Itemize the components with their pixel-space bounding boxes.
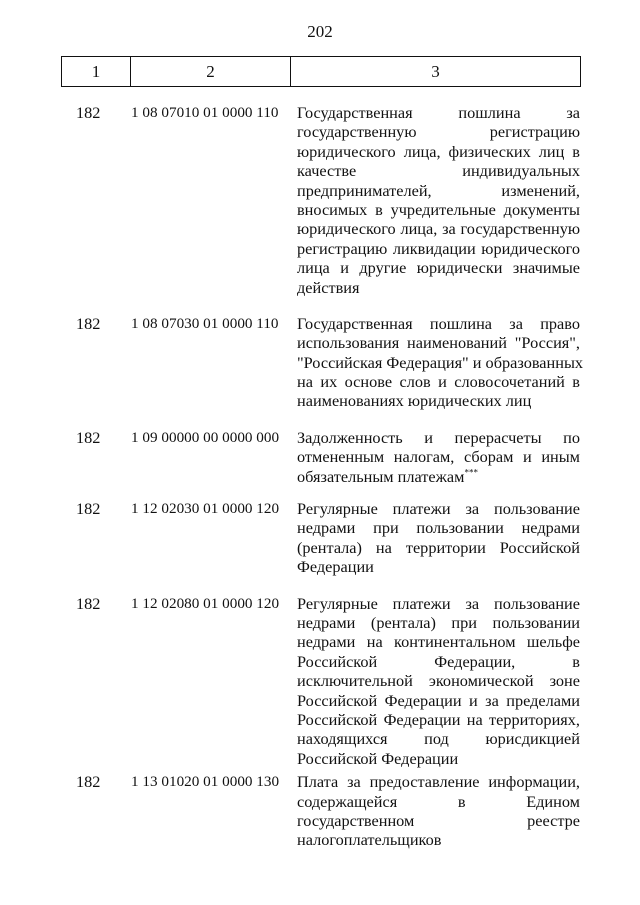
budget-code: 1 08 07010 01 0000 110 (131, 104, 279, 121)
description-line: юридического лица, за государственную (297, 219, 580, 239)
description-line: Государственная пошлина за (297, 103, 580, 122)
description-line: наименованиях юридических лиц (297, 391, 532, 411)
table-row (0, 772, 640, 850)
column-header-1: 1 (62, 57, 131, 86)
table-row (0, 103, 640, 297)
description-line: Плата за предоставление информации, (297, 772, 580, 792)
income-description (297, 103, 580, 297)
table-row (0, 314, 640, 411)
description-line: исключительной экономической зоне (297, 671, 580, 691)
column-header-2: 2 (131, 57, 291, 86)
description-line: недрами на континентальном шельфе (297, 632, 580, 652)
income-description (297, 428, 580, 486)
income-description (297, 594, 580, 769)
budget-code: 1 12 02080 01 0000 120 (131, 594, 280, 612)
description-line: находящихся под юрисдикцией (297, 729, 580, 749)
description-line: содержащейся в Едином (297, 791, 580, 811)
admin-code: 182 (76, 772, 101, 792)
budget-code: 1 13 01020 01 0000 130 (131, 773, 280, 791)
description-line: Задолженность и перерасчеты по (297, 427, 580, 447)
table-row (0, 594, 640, 769)
description-line: Российской Федерации и за пределами (297, 690, 580, 710)
table-row (0, 428, 640, 486)
description-line: Регулярные платежи за пользование (297, 593, 580, 613)
description-line (297, 467, 580, 486)
income-description (297, 499, 580, 577)
description-line: Государственная пошлина за право (297, 313, 580, 333)
description-line: недрами при пользовании недрами (297, 518, 580, 538)
description-line: вносимых в учредительные документы (297, 199, 580, 219)
description-line: Российской Федерации (297, 748, 459, 768)
footnote-marker: *** (464, 467, 478, 478)
description-line: недрами (рентала) при пользовании (297, 612, 580, 632)
admin-code: 182 (76, 103, 101, 122)
income-description (297, 313, 584, 411)
admin-code: 182 (76, 313, 101, 333)
description-line: использования наименований "Россия", (297, 333, 580, 353)
admin-code: 182 (76, 593, 101, 613)
description-line: государственном реестре (297, 810, 580, 830)
description-line: Федерации (297, 557, 374, 577)
column-header-3: 3 (431, 61, 440, 81)
description-line: "Российская Федерация" и образованных (297, 352, 584, 372)
description-line: лица и другие юридически значимые (297, 258, 580, 278)
description-line: Российской Федерации, в (297, 651, 580, 671)
budget-code: 1 08 07030 01 0000 110 (131, 314, 279, 332)
description-line: государственную регистрацию (297, 122, 580, 142)
admin-code: 182 (76, 499, 101, 519)
budget-code: 1 12 02030 01 0000 120 (131, 500, 280, 518)
page-number: 202 (307, 22, 333, 41)
description-line: юридического лица, физических лиц в (297, 141, 580, 161)
description-line: налогоплательщиков (297, 830, 442, 850)
description-line: (рентала) на территории Российской (297, 537, 580, 557)
description-line: предпринимателей, изменений, (297, 180, 580, 200)
income-description (297, 772, 580, 850)
admin-code: 182 (76, 427, 101, 447)
description-line: отмененным налогам, сборам и иным (297, 447, 580, 467)
description-line: действия (297, 277, 360, 297)
budget-classification-list (0, 103, 640, 850)
description-line: регистрацию ликвидации юридического (297, 238, 580, 258)
description-line: на их основе слов и словосочетаний в (297, 372, 580, 392)
description-line: Регулярные платежи за пользование (297, 499, 580, 519)
table-row (0, 499, 640, 577)
column-header-row (61, 56, 581, 87)
description-line: качестве индивидуальных (297, 161, 580, 181)
budget-code: 1 09 00000 00 0000 000 (131, 428, 280, 446)
description-text: обязательным платежам (297, 466, 465, 486)
description-line: Российской Федерации на территориях, (297, 709, 580, 729)
